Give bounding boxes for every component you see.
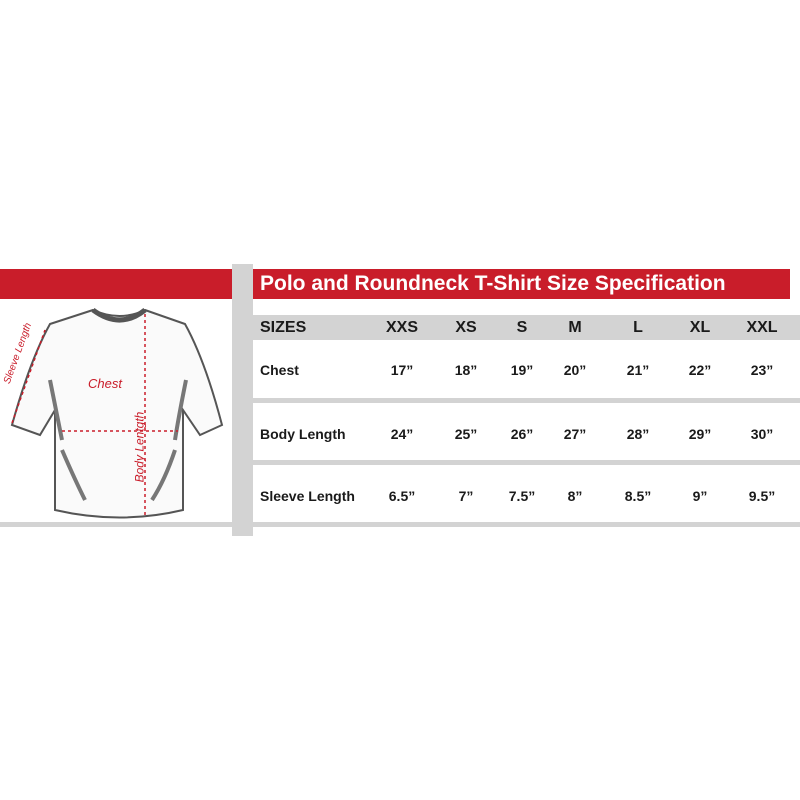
table-cell: 23” (750, 362, 774, 378)
size-header: XL (689, 319, 711, 336)
table-cell: 9” (692, 488, 708, 504)
table-cell: 7” (458, 488, 474, 504)
body-length-label: Body Lentgth (132, 411, 147, 483)
size-header: XXL (746, 319, 778, 336)
table-cell: 21” (626, 362, 650, 378)
size-header: XS (455, 319, 477, 336)
table-cell: 17” (390, 362, 414, 378)
table-cell: 20” (563, 362, 587, 378)
table-cell: 25” (454, 426, 478, 442)
row-label-chest: Chest (260, 362, 299, 378)
size-header: XXS (385, 319, 418, 336)
sizes-header: SIZES (260, 319, 307, 336)
row-divider (253, 398, 800, 403)
row-label-body-length: Body Length (260, 426, 346, 442)
table-cell: 27” (563, 426, 587, 442)
table-cell: 26” (510, 426, 534, 442)
red-band-left (0, 269, 232, 299)
size-header: L (633, 319, 643, 336)
row-label-sleeve-length: Sleeve Length (260, 488, 355, 504)
sleeve-length-label: Sleeve Length (1, 321, 35, 386)
size-header: S (516, 319, 528, 336)
table-cell: 29” (688, 426, 712, 442)
row-divider (253, 460, 800, 465)
table-cell: 9.5” (748, 488, 776, 504)
table-cell: 8.5” (624, 488, 652, 504)
table-cell: 8” (567, 488, 583, 504)
size-header: M (568, 319, 582, 336)
gray-divider-column (232, 264, 253, 536)
row-divider (0, 522, 232, 527)
table-cell: 24” (390, 426, 414, 442)
table-cell: 18” (454, 362, 478, 378)
chart-title: Polo and Roundneck T-Shirt Size Specification (260, 272, 726, 295)
chest-label: Chest (88, 376, 122, 391)
table-cell: 7.5” (508, 488, 536, 504)
table-cell: 6.5” (388, 488, 416, 504)
row-divider (253, 522, 800, 527)
tshirt-diagram-icon (0, 300, 232, 522)
table-cell: 28” (626, 426, 650, 442)
table-cell: 22” (688, 362, 712, 378)
table-cell: 30” (750, 426, 774, 442)
table-cell: 19” (510, 362, 534, 378)
